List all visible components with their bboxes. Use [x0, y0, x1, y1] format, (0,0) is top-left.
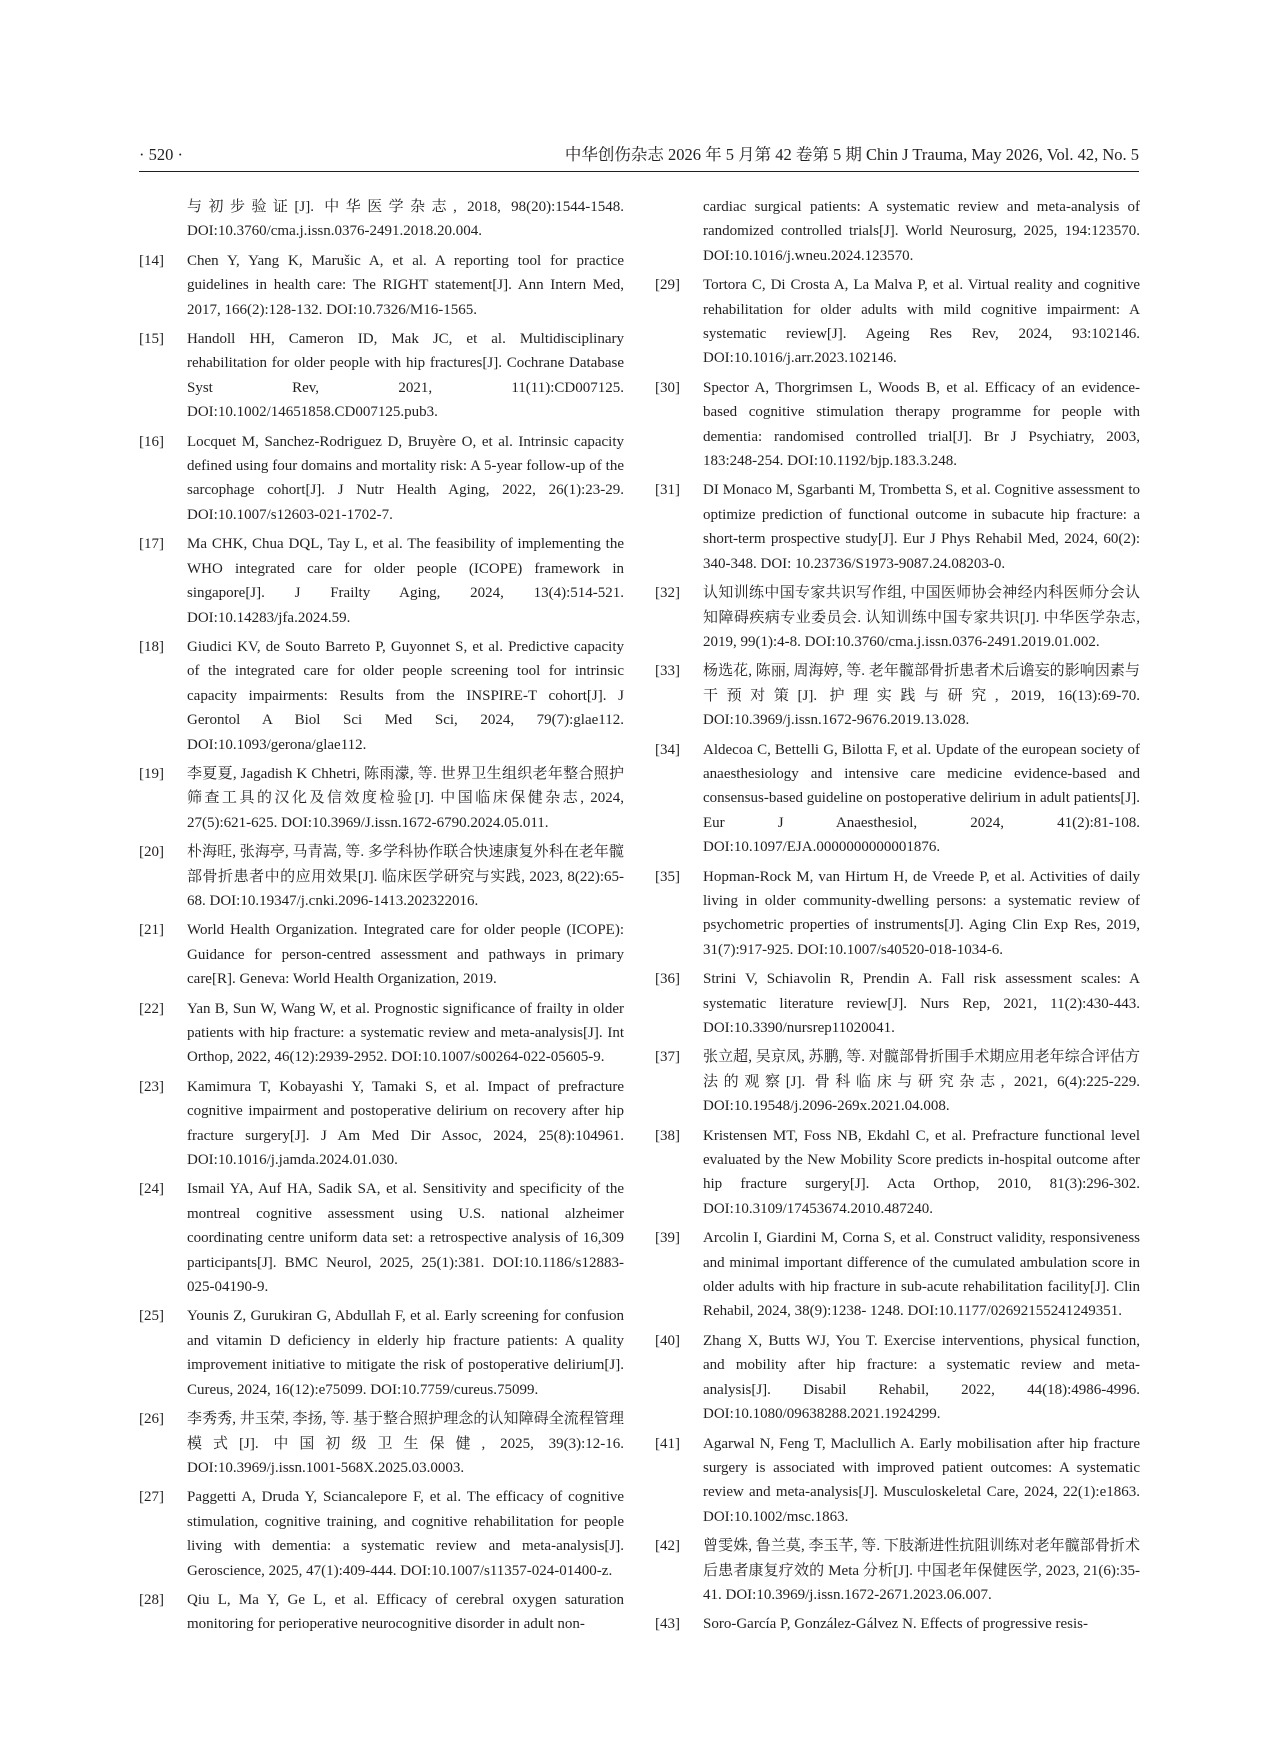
reference-number: [33] [655, 663, 680, 680]
reference-number: [17] [139, 536, 164, 553]
page-number: · 520 · [139, 145, 183, 164]
reference-entry [139, 532, 624, 630]
reference-text: Zhang X, Butts WJ, You T. Exercise interventions, physical function, and mobility after hip fracture: a systematic review and meta-analysis[J]. Disabil Rehabil, 2022, 44(18):4986-4996. DOI:10.1080/09638288.2021.1924299. [703, 1332, 1140, 1423]
reference-entry [655, 1612, 1140, 1636]
reference-column-left [139, 195, 624, 1637]
reference-text: 张立超, 吴京凤, 苏鹏, 等. 对髋部骨折围手术期应用老年综合评估方法的观察[J]. 骨科临床与研究杂志, 2021, 6(4):225-229. DOI:10.19548/j.2096-269x.2021.04.008. [703, 1049, 1140, 1115]
reference-number: [43] [655, 1616, 680, 1633]
reference-text: 朴海旺, 张海亭, 马青嵩, 等. 多学科协作联合快速康复外科在老年髋部骨折患者中的应用效果[J]. 临床医学研究与实践, 2023, 8(22):65-68. DOI:10.19347/j.cnki.2096-1413.202322016. [187, 844, 624, 909]
reference-text: Paggetti A, Druda Y, Sciancalepore F, et al. The efficacy of cognitive stimulation, cognitive training, and cognitive rehabilitation for people living with dementia: a systematic review and meta-analysis[J]. Geroscience, 2025, 47(1):409-444. DOI:10.1007/s11357-024-01400-z. [187, 1489, 624, 1579]
reference-text: Tortora C, Di Crosta A, La Malva P, et al. Virtual reality and cognitive rehabilitation for older adults with mild cognitive impairment: A systematic review[J]. Ageing Res Rev, 2024, 93:102146. DOI:10.1016/j.arr.2023.102146. [703, 277, 1140, 367]
reference-entry [139, 1177, 624, 1299]
reference-text: Ismail YA, Auf HA, Sadik SA, et al. Sensitivity and specificity of the montreal cognitive assessment using U.S. national alzheimer coordinating centre uniform data set: a retrospective analysis of 16,309 participants[J]. BMC Neurol, 2025, 25(1):381. DOI:10.1186/s12883-025-04190-9. [187, 1181, 624, 1296]
reference-number: [14] [139, 252, 164, 269]
reference-text: Strini V, Schiavolin R, Prendin A. Fall risk assessment scales: A systematic literature review[J]. Nurs Rep, 2021, 11(2):430-443. DOI:10.3390/nursrep11020041. [703, 971, 1140, 1036]
reference-text: Spector A, Thorgrimsen L, Woods B, et al. Efficacy of an evidence-based cognitive stimulation therapy programme for people with dementia: randomised controlled trial[J]. Br J Psychiatry, 2003, 183:248-254. DOI:10.1192/bjp.183.3.248. [703, 379, 1140, 470]
reference-entry [655, 1432, 1140, 1530]
reference-entry [655, 1124, 1140, 1222]
reference-text: cardiac surgical patients: A systematic review and meta-analysis of randomized controlled trials[J]. World Neurosurg, 2025, 194:123570. DOI:10.1016/j.wneu.2024.123570. [703, 199, 1140, 264]
reference-text: 杨选花, 陈丽, 周海婷, 等. 老年髋部骨折患者术后谵妄的影响因素与干预对策[J]. 护理实践与研究, 2019, 16(13):69-70. DOI:10.3969/j.issn.1672-9676.2019.13.028. [703, 663, 1140, 729]
reference-text: Giudici KV, de Souto Barreto P, Guyonnet S, et al. Predictive capacity of the integrated care for older people screening tool for intrinsic capacity impairments: Results from the INSPIRE-T cohort[J]. J Gerontol A Biol Sci Med Sci, 2024, 79(7):glae112. DOI:10.1093/gerona/glae112. [187, 638, 624, 753]
reference-text: Hopman-Rock M, van Hirtum H, de Vreede P, et al. Activities of daily living in older community-dwelling persons: a systematic review of psychometric properties of instruments[J]. Aging Clin Exp Res, 2019, 31(7):917-925. DOI:10.1007/s40520-018-1034-6. [703, 868, 1140, 958]
reference-text: 与初步验证[J]. 中华医学杂志, 2018, 98(20):1544-1548. DOI:10.3760/cma.j.issn.0376-2491.2018.20.004. [187, 199, 624, 240]
reference-text: Younis Z, Gurukiran G, Abdullah F, et al. Early screening for confusion and vitamin D deficiency in elderly hip fracture patients: A quality improvement initiative to mitigate the risk of postoperative delirium[J]. Cureus, 2024, 16(12):e75099. DOI:10.7759/cureus.75099. [187, 1308, 624, 1398]
reference-number: [31] [655, 482, 680, 499]
reference-number: [40] [655, 1332, 680, 1349]
reference-number: [20] [139, 844, 164, 861]
reference-entry [655, 659, 1140, 732]
reference-entry [655, 195, 1140, 268]
reference-number: [37] [655, 1049, 680, 1066]
reference-text: Aldecoa C, Bettelli G, Bilotta F, et al. Update of the european society of anaesthesiology and intensive care medicine evidence-based and consensus-based guideline on postoperative delirium in adult patients[J]. Eur J Anaesthesiol, 2024, 41(2):81-108. DOI:10.1097/EJA.0000000000001876. [703, 741, 1140, 856]
reference-entry [139, 249, 624, 322]
reference-text: 认知训练中国专家共识写作组, 中国医师协会神经内科医师分会认知障碍疾病专业委员会. 认知训练中国专家共识[J]. 中华医学杂志, 2019, 99(1):4-8. DOI:10.3760/cma.j.issn.0376-2491.2019.01.002. [703, 585, 1140, 650]
reference-text: DI Monaco M, Sgarbanti M, Trombetta S, et al. Cognitive assessment to optimize prediction of functional outcome in subacute hip fracture: a short-term prospective study[J]. Eur J Phys Rehabil Med, 2024, 60(2): 340-348. DOI: 10.23736/S1973-9087.24.08203-0. [703, 482, 1140, 572]
reference-entry [139, 1075, 624, 1173]
reference-number: [19] [139, 765, 164, 782]
reference-entry [139, 997, 624, 1070]
reference-entry [139, 918, 624, 991]
reference-number: [41] [655, 1435, 680, 1452]
reference-entry [139, 195, 624, 244]
reference-entry [139, 1588, 624, 1637]
reference-text: 曾雯姝, 鲁兰莫, 李玉芊, 等. 下肢渐进性抗阻训练对老年髋部骨折术后患者康复疗效的 Meta 分析[J]. 中国老年保健医学, 2023, 21(6):35-41. DOI:10.3969/j.issn.1672-2671.2023.06.007. [703, 1538, 1140, 1603]
reference-text: Kristensen MT, Foss NB, Ekdahl C, et al. Prefracture functional level evaluated by the New Mobility Score predicts in-hospital outcome after hip fracture surgery[J]. Acta Orthop, 2010, 81(3):296-302. DOI:10.3109/17453674.2010.487240. [703, 1127, 1140, 1217]
reference-number: [26] [139, 1411, 164, 1428]
reference-number: [29] [655, 277, 680, 294]
reference-entry [139, 635, 624, 757]
reference-entry [655, 376, 1140, 474]
reference-number: [27] [139, 1489, 164, 1506]
reference-number: [30] [655, 379, 680, 396]
reference-entry [139, 430, 624, 528]
reference-number: [18] [139, 638, 164, 655]
reference-entry [655, 1226, 1140, 1324]
reference-text: Chen Y, Yang K, Marušic A, et al. A reporting tool for practice guidelines in health care: The RIGHT statement[J]. Ann Intern Med, 2017, 166(2):128-132. DOI:10.7326/M16-1565. [187, 252, 624, 318]
reference-entry [655, 1329, 1140, 1427]
reference-number: [28] [139, 1591, 164, 1608]
reference-text: Handoll HH, Cameron ID, Mak JC, et al. Multidisciplinary rehabilitation for older people with hip fractures[J]. Cochrane Database Syst Rev, 2021, 11(11):CD007125. DOI:10.1002/14651858.CD007125.pub3. [187, 331, 624, 421]
reference-text: Yan B, Sun W, Wang W, et al. Prognostic significance of frailty in older patients with hip fracture: a systematic review and meta-analysis[J]. Int Orthop, 2022, 46(12):2939-2952. DOI:10.1007/s00264-022-05605-9. [187, 1000, 624, 1066]
reference-number: [34] [655, 741, 680, 758]
reference-entry [655, 1045, 1140, 1118]
reference-text: Qiu L, Ma Y, Ge L, et al. Efficacy of cerebral oxygen saturation monitoring for perioperative neurocognitive disorder in adult non- [187, 1591, 624, 1633]
reference-entry [139, 762, 624, 835]
header-rule [139, 171, 1139, 172]
reference-entry [139, 1485, 624, 1583]
reference-text: Ma CHK, Chua DQL, Tay L, et al. The feasibility of implementing the WHO integrated care for older people (ICOPE) framework in singapore[J]. J Frailty Aging, 2024, 13(4):514-521. DOI:10.14283/jfa.2024.59. [187, 536, 624, 626]
reference-number: [21] [139, 922, 164, 939]
reference-number: [24] [139, 1181, 164, 1198]
reference-text: Agarwal N, Feng T, Maclullich A. Early mobilisation after hip fracture surgery is associated with improved patient outcomes: A systematic review and meta-analysis[J]. Musculoskeletal Care, 2024, 22(1):e1863. DOI:10.1002/msc.1863. [703, 1435, 1140, 1525]
reference-number: [22] [139, 1000, 164, 1017]
reference-entry [655, 478, 1140, 576]
reference-text: 李夏夏, Jagadish K Chhetri, 陈雨濛, 等. 世界卫生组织老年整合照护筛查工具的汉化及信效度检验[J]. 中国临床保健杂志, 2024, 27(5):621-625. DOI:10.3969/J.issn.1672-6790.2024.05.011. [187, 765, 624, 831]
reference-text: World Health Organization. Integrated care for older people (ICOPE): Guidance for person-centred assessment and pathways in primary care[R]. Geneva: World Health Organization, 2019. [187, 922, 624, 988]
reference-entry [139, 1407, 624, 1480]
reference-number: [25] [139, 1308, 164, 1325]
reference-column-right [655, 195, 1140, 1637]
reference-number: [35] [655, 868, 680, 885]
reference-text: Kamimura T, Kobayashi Y, Tamaki S, et al. Impact of prefracture cognitive impairment and postoperative delirium on recovery after hip fracture surgery[J]. J Am Med Dir Assoc, 2024, 25(8):104961. DOI:10.1016/j.jamda.2024.01.030. [187, 1078, 624, 1169]
reference-entry [139, 1304, 624, 1402]
reference-number: [32] [655, 585, 680, 602]
reference-text: Locquet M, Sanchez-Rodriguez D, Bruyère O, et al. Intrinsic capacity defined using four domains and mortality risk: A 5-year follow-up of the sarcophage cohort[J]. J Nutr Health Aging, 2022, 26(1):23-29. DOI:10.1007/s12603-021-1702-7. [187, 433, 624, 523]
reference-entry [655, 1534, 1140, 1607]
reference-entry [655, 273, 1140, 371]
reference-number: [38] [655, 1127, 680, 1144]
reference-number: [15] [139, 331, 164, 348]
reference-entry [655, 738, 1140, 860]
reference-entry [655, 865, 1140, 963]
reference-text: 李秀秀, 井玉荣, 李扬, 等. 基于整合照护理念的认知障碍全流程管理模式[J]. 中国初级卫生保健, 2025, 39(3):12-16. DOI:10.3969/j.issn.1001-568X.2025.03.0003. [187, 1411, 624, 1476]
reference-number: [42] [655, 1538, 680, 1555]
reference-entry [139, 327, 624, 425]
reference-number: [36] [655, 971, 680, 988]
reference-entry [655, 967, 1140, 1040]
reference-entry [655, 581, 1140, 654]
reference-number: [16] [139, 433, 164, 450]
reference-entry [139, 840, 624, 913]
running-header [139, 143, 1139, 167]
reference-text: Soro-García P, González-Gálvez N. Effects of progressive resis- [703, 1616, 1088, 1633]
reference-text: Arcolin I, Giardini M, Corna S, et al. Construct validity, responsiveness and minimal important difference of the cumulated ambulation score in older adults with hip fracture in sub-acute rehabilitation facility[J]. Clin Rehabil, 2024, 38(9):1238- 1248. DOI:10.1177/02692155241249351. [703, 1230, 1140, 1320]
reference-number: [39] [655, 1230, 680, 1247]
reference-number: [23] [139, 1078, 164, 1095]
journal-citation: 中华创伤杂志 2026 年 5 月第 42 卷第 5 期 Chin J Trauma, May 2026, Vol. 42, No. 5 [564, 145, 1139, 164]
